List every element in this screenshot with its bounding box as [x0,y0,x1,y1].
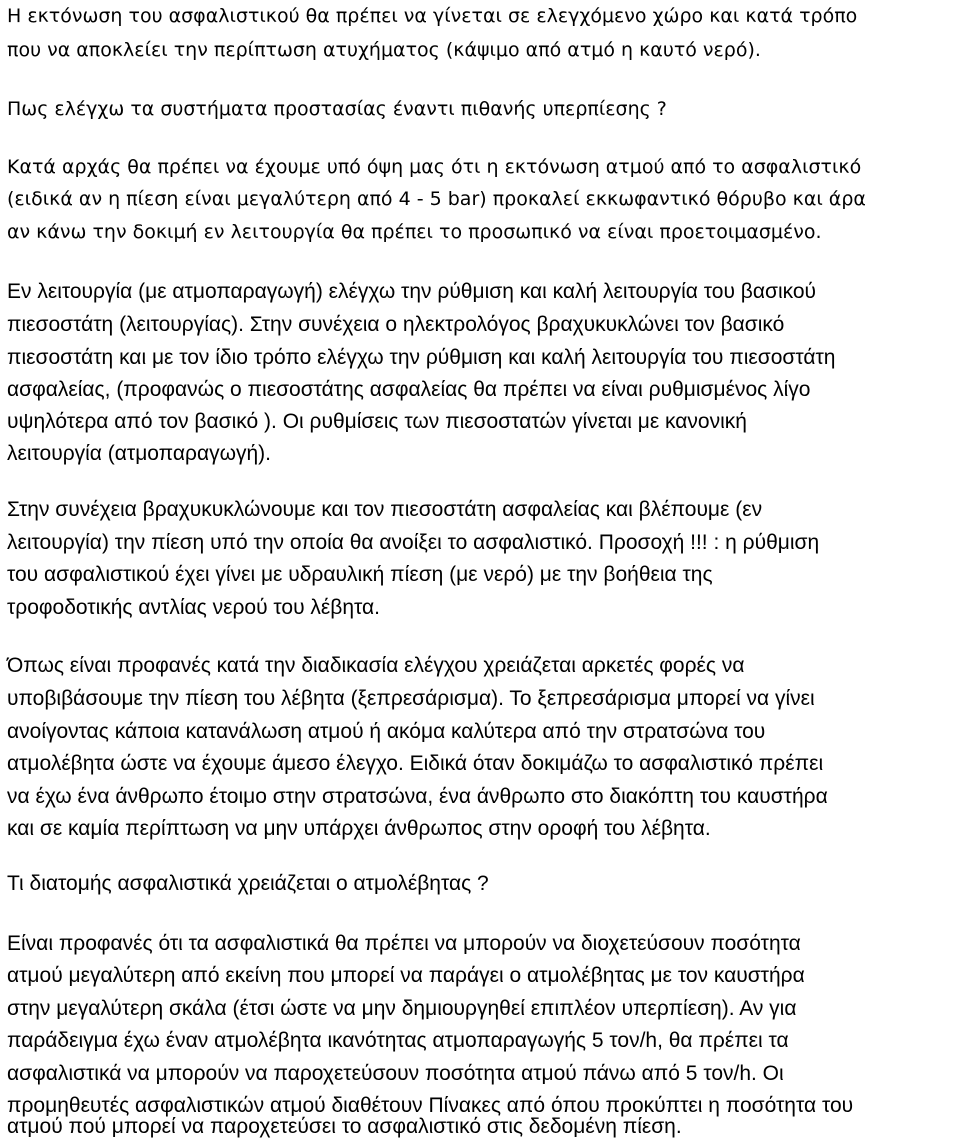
paragraph-4-line-6: λειτουργία (ατμοπαραγωγή). [7,442,272,465]
paragraph-4-line-1: Εν λειτουργία (με ατμοπαραγωγή) ελέγχω την ρύθμιση και καλή λειτουργία του βασικού [7,280,817,303]
paragraph-4-line-2: πιεσοστάτη (λειτουργίας). Στην συνέχεια ο ηλεκτρολόγος βραχυκυκλώνει τον βασικό [7,313,785,336]
paragraph-8-line-2: ατμού μεγαλύτερη από εκείνη που μπορεί να παράγει ο ατμολέβητας με τον καυστήρα [7,964,805,987]
paragraph-4-line-3: πιεσοστάτη και με τον ίδιο τρόπο ελέγχω την ρύθμιση και καλή λειτουργία του πιεσοστάτη [7,346,836,369]
paragraph-8-line-5: ασφαλιστικά να μπορούν να παροχετεύσουν ποσότητα ατμού πάνω από 5 τον/h. Οι [7,1062,784,1085]
paragraph-4-line-5: υψηλότερα από τον βασικό ). Οι ρυθμίσεις των πιεσοστατών γίνεται με κανονική [7,410,747,433]
paragraph-6-line-6: και σε καμία περίπτωση να μην υπάρχει άνθρωπος στην οροφή του λέβητα. [7,817,711,840]
paragraph-6-line-3: ανοίγοντας κάποια κατανάλωση ατμού ή ακόμα καλύτερα από την στρατσώνα του [7,720,766,743]
paragraph-6-line-5: να έχω ένα άνθρωπο έτοιμο στην στρατσώνα, ένα άνθρωπο στο διακόπτη του καυστήρα [7,785,828,808]
paragraph-6-line-1: Όπως είναι προφανές κατά την διαδικασία ελέγχου χρειάζεται αρκετές φορές να [7,654,745,677]
paragraph-8-line-3: στην μεγαλύτερη σκάλα (έτσι ώστε να μην δημιουργηθεί επιπλέον υπερπίεση). Αν για [7,997,797,1020]
paragraph-5-line-1: Στην συνέχεια βραχυκυκλώνουμε και τον πιεσοστάτη ασφαλείας και βλέπουμε (εν [7,498,763,521]
question-2: Τι διατομής ασφαλιστικά χρειάζεται ο ατμολέβητας ? [7,872,489,895]
paragraph-8-line-4: παράδειγμα έχω έναν ατμολέβητα ικανότητας ατμοπαραγωγής 5 τον/h, θα πρέπει τα [7,1029,789,1052]
paragraph-4-line-4: ασφαλείας, (προφανώς ο πιεσοστάτης ασφαλείας θα πρέπει να είναι ρυθμισμένος λίγο [7,378,811,401]
intro-line-1: Η εκτόνωση του ασφαλιστικού θα πρέπει να γίνεται σε ελεγχόμενο χώρο και κατά τρόπο [7,5,858,27]
paragraph-6-line-4: ατμολέβητα ώστε να έχουμε άμεσο έλεγχο. Ειδικά όταν δοκιμάζω το ασφαλιστικό πρέπει [7,752,824,775]
paragraph-3-line-3: αν κάνω την δοκιμή εν λειτουργία θα πρέπει το προσωπικό να είναι προετοιμασμένο. [7,221,822,243]
paragraph-8-line-6: προμηθευτές ασφαλιστικών ατμού διαθέτουν Πίνακες από όπου προκύπτει η ποσότητα του [7,1094,854,1117]
paragraph-8-line-7: ατμού πού μπορεί να παροχετεύσει το ασφαλιστικό στις δεδομένη πίεση. [7,1115,682,1138]
paragraph-5-line-2: λειτουργία) την πίεση υπό την οποία θα ανοίξει το ασφαλιστικό. Προσοχή !!! : η ρύθμιση [7,531,820,554]
paragraph-3-line-1: Κατά αρχάς θα πρέπει να έχουμε υπό όψη μας ότι η εκτόνωση ατμού από το ασφαλιστικό [7,156,862,178]
paragraph-6-line-2: υποβιβάσουμε την πίεση του λέβητα (ξεπρεσάρισμα). Το ξεπρεσάρισμα μπορεί να γίνει [7,687,815,710]
paragraph-5-line-3: του ασφαλιστικού έχει γίνει με υδραυλική πίεση (με νερό) με την βοήθεια της [7,563,713,586]
paragraph-3-line-2: (ειδικά αν η πίεση είναι μεγαλύτερη από 4 - 5 bar) προκαλεί εκκωφαντικό θόρυβο και άρα [7,188,866,210]
intro-line-2: που να αποκλείει την περίπτωση ατυχήματος (κάψιμο από ατμό η καυτό νερό). [7,39,761,61]
paragraph-5-line-4: τροφοδοτικής αντλίας νερού του λέβητα. [7,596,380,619]
paragraph-8-line-1: Είναι προφανές ότι τα ασφαλιστικά θα πρέπει να μπορούν να διοχετεύσουν ποσότητα [7,932,801,955]
question-1: Πως ελέγχω τα συστήματα προστασίας έναντι πιθανής υπερπίεσης ? [7,98,667,120]
